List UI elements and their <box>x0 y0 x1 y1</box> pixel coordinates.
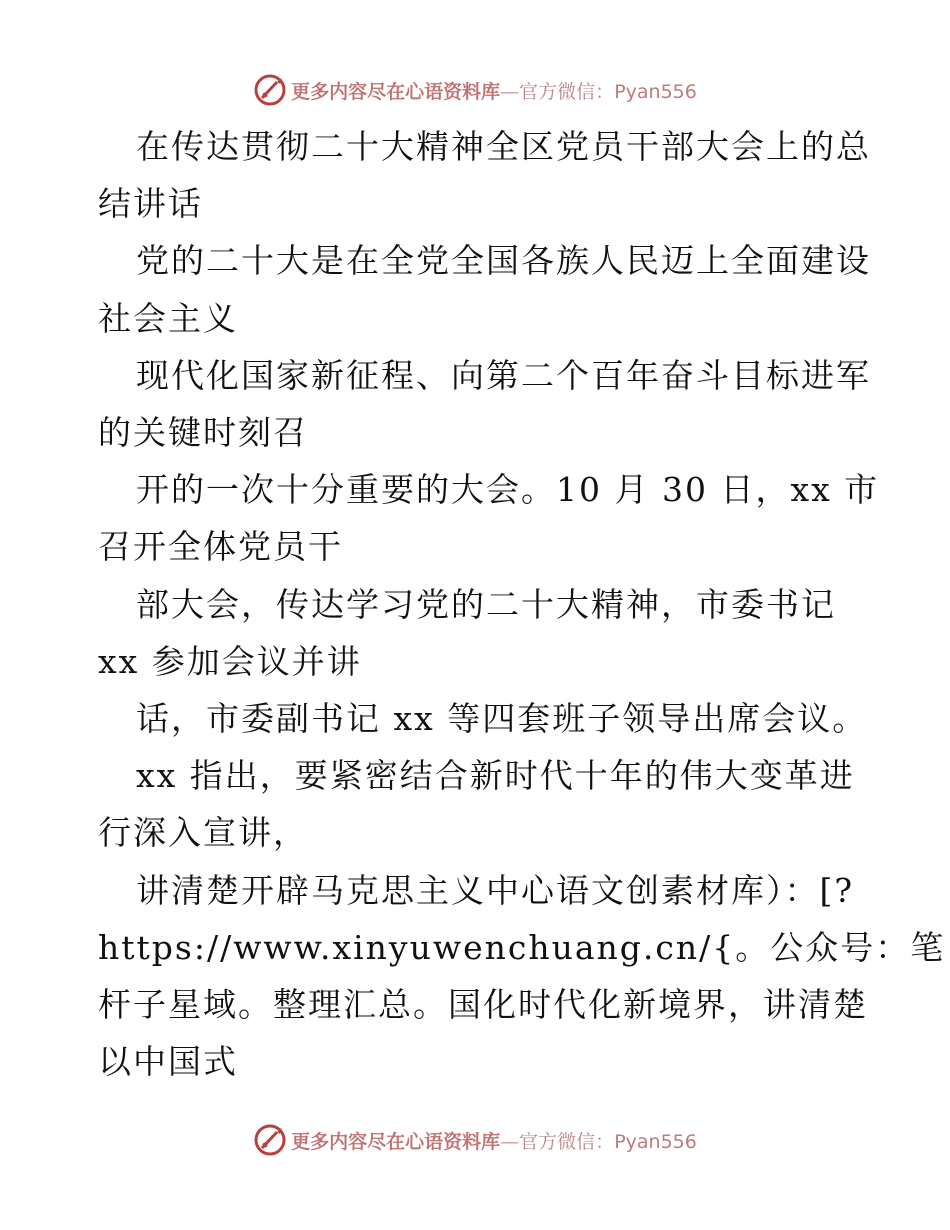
watermark-text <box>291 1127 697 1154</box>
doc-line: xx 指出，要紧密结合新时代十年的伟大变革进 <box>136 756 855 796</box>
doc-line: xx 参加会议并讲 <box>98 641 362 681</box>
watermark-dash: — <box>500 1130 520 1153</box>
doc-line: 开的一次十分重要的大会。10 月 30 日，xx 市 <box>136 470 880 510</box>
doc-line: 的关键时刻召 <box>98 413 308 453</box>
watermark-label: 官方微信： <box>519 80 615 103</box>
watermark-title: 更多内容尽在心语资料库 <box>291 80 501 103</box>
watermark-title: 更多内容尽在心语资料库 <box>291 1130 501 1153</box>
watermark-header <box>0 70 950 110</box>
doc-line: 话，市委副书记 xx 等四套班子领导出席会议。 <box>136 699 868 739</box>
doc-line: 行深入宣讲， <box>98 813 308 853</box>
doc-line: https://www.xinyuwenchuang.cn/{。公众号：笔 <box>98 927 946 967</box>
watermark-label: 官方微信： <box>519 1130 615 1153</box>
doc-line: 部大会，传达学习党的二十大精神，市委书记 <box>136 584 836 624</box>
watermark-dash: — <box>500 80 520 103</box>
quill-logo-icon <box>253 1123 287 1157</box>
doc-line: 结讲话 <box>98 184 203 224</box>
doc-line: 讲清楚开辟马克思主义中心语文创素材库）：[? <box>136 870 855 910</box>
doc-line: 党的二十大是在全党全国各族人民迈上全面建设 <box>136 241 871 281</box>
watermark-text <box>291 77 697 104</box>
doc-line: 以中国式 <box>98 1042 238 1082</box>
doc-line: 在传达贯彻二十大精神全区党员干部大会上的总 <box>136 127 871 166</box>
quill-logo-icon <box>253 73 287 107</box>
watermark-account: Pyan556 <box>614 80 697 103</box>
document-body <box>98 118 946 1090</box>
doc-line: 召开全体党员干 <box>98 527 343 567</box>
doc-line: 现代化国家新征程、向第二个百年奋斗目标进军 <box>136 355 871 395</box>
watermark-footer <box>0 1120 950 1160</box>
doc-line: 社会主义 <box>98 298 238 338</box>
doc-line: 杆子星域。整理汇总。国化时代化新境界，讲清楚 <box>98 985 868 1025</box>
watermark-account: Pyan556 <box>614 1130 697 1153</box>
